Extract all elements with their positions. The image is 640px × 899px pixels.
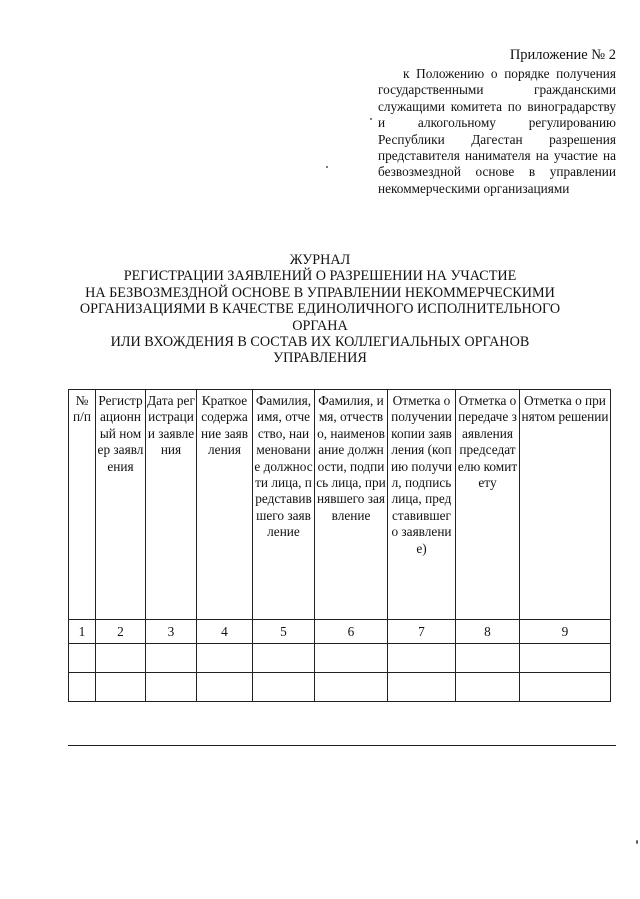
registration-journal-table xyxy=(68,389,611,702)
column-number: 9 xyxy=(520,620,611,644)
column-number: 2 xyxy=(96,620,146,644)
column-number: 6 xyxy=(315,620,388,644)
table-row xyxy=(69,644,611,673)
title-line: НА БЕЗВОЗМЕЗДНОЙ ОСНОВЕ В УПРАВЛЕНИИ НЕКОММЕРЧЕСКИМИ xyxy=(85,284,555,301)
empty-cell xyxy=(315,644,388,673)
scan-speck xyxy=(326,166,328,168)
title-line: ИЛИ ВХОЖДЕНИЯ В СОСТАВ ИХ КОЛЛЕГИАЛЬНЫХ ОРГАНОВ xyxy=(110,334,530,351)
appendix-text xyxy=(378,66,616,197)
header-cell: Фамилия, имя, отчество, наименование должности лица, представившего заявление xyxy=(253,390,315,620)
empty-cell xyxy=(96,644,146,673)
empty-cell xyxy=(197,644,253,673)
empty-cell xyxy=(253,644,315,673)
appendix-title: Приложение № 2 xyxy=(509,47,616,63)
empty-cell xyxy=(146,644,197,673)
footer-divider xyxy=(68,745,616,746)
title-line: ОРГАНА xyxy=(292,317,348,334)
empty-cell xyxy=(69,673,96,702)
title-line: РЕГИСТРАЦИИ ЗАЯВЛЕНИЙ О РАЗРЕШЕНИИ НА УЧАСТИЕ xyxy=(123,268,517,285)
column-number: 1 xyxy=(69,620,96,644)
journal-title xyxy=(60,252,580,367)
empty-cell xyxy=(69,644,96,673)
table-header-row xyxy=(69,390,611,620)
empty-cell xyxy=(146,673,197,702)
header-cell: Отметка о передаче заявления председателю комитету xyxy=(456,390,520,620)
column-number: 8 xyxy=(456,620,520,644)
empty-cell xyxy=(520,673,611,702)
empty-cell xyxy=(388,673,456,702)
empty-cell xyxy=(456,673,520,702)
empty-cell xyxy=(253,673,315,702)
column-number: 7 xyxy=(388,620,456,644)
empty-cell xyxy=(197,673,253,702)
title-line: ЖУРНАЛ xyxy=(289,252,351,268)
header-cell: Фамилия, имя, отчество, наименование должности, подпись лица, принявшего заявление xyxy=(315,390,388,620)
empty-cell xyxy=(456,644,520,673)
header-cell: Краткое содержание заявления xyxy=(197,390,253,620)
column-number: 4 xyxy=(197,620,253,644)
header-cell: Дата регистрации заявления xyxy=(146,390,197,620)
header-cell: № п/п xyxy=(69,390,96,620)
scan-speck xyxy=(370,118,372,120)
title-line: УПРАВЛЕНИЯ xyxy=(273,350,367,367)
column-number: 5 xyxy=(253,620,315,644)
empty-cell xyxy=(96,673,146,702)
table-row xyxy=(69,673,611,702)
header-cell: Отметка о принятом решении xyxy=(520,390,611,620)
column-number-row xyxy=(69,620,611,644)
empty-cell xyxy=(315,673,388,702)
title-line: ОРГАНИЗАЦИЯМИ В КАЧЕСТВЕ ЕДИНОЛИЧНОГО ИСПОЛНИТЕЛЬНОГО xyxy=(79,301,561,318)
header-cell: Регистрационный номер заявления xyxy=(96,390,146,620)
column-number: 3 xyxy=(146,620,197,644)
empty-cell xyxy=(388,644,456,673)
appendix-body: к Положению о порядке получения государственными гражданскими служащими комитета по виноградарству и алкогольному регулированию Республики Дагестан разрешения представителя нанимателя на участие на безвозмездной основе в управлении некоммерческими организациями xyxy=(378,66,616,196)
header-cell: Отметка о получении копии заявления (копию получил, подпись лица, представившего заявление) xyxy=(388,390,456,620)
empty-cell xyxy=(520,644,611,673)
scan-speck xyxy=(636,840,638,844)
